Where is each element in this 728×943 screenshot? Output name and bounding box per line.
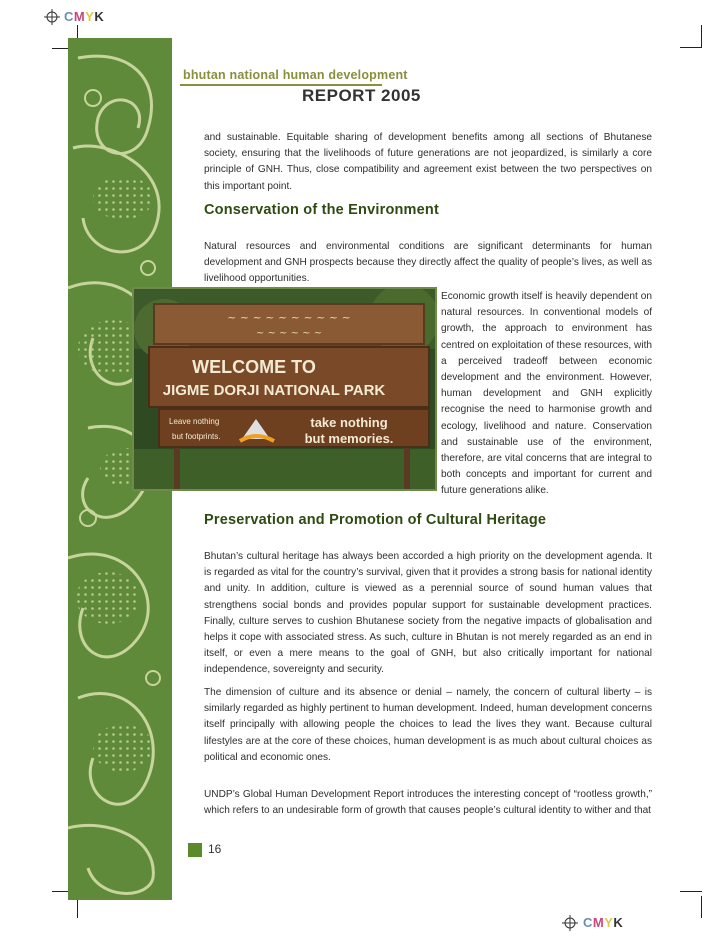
section-heading-culture: Preservation and Promotion of Cultural Heritage <box>204 512 547 528</box>
intro-paragraph: and sustainable. Equitable sharing of development benefits among all sections of Bhutanese society, ensuring that the livelihoods of future generations are not jeopardized, is similarly a core principle of GNH. Thus, close compatibility and agreement exist between the two perspectives on this important point. <box>204 132 652 192</box>
culture-paragraph-2: The dimension of culture and its absence or denial – namely, the concern of cultural liberty – is similarly regarded as highly pertinent to human development. Indeed, human development concerns itself principally with allowing people the choices to lead the lives they want. Because cultural lifestyles are at the core of these choices, human development is as much about cultural choices as political and economic ones. <box>204 687 652 763</box>
crop-mark <box>701 25 702 47</box>
report-series-title: bhutan national human development <box>183 68 408 82</box>
cmyk-mark-bottom: CMYK <box>583 915 624 930</box>
page-number-marker <box>188 843 202 857</box>
section-heading-environment: Conservation of the Environment <box>204 202 439 218</box>
environment-paragraph-1: Natural resources and environmental conditions are significant determinants for human development and GNH prospects because they directly affect the quality of people’s lives, as well as livelihood opportunities. <box>204 241 652 285</box>
environment-paragraph-2: Economic growth itself is heavily dependent on natural resources. In conventional models of growth, the approach to environment has centred on exploitation of these resources, with a perceived tradeoff between economic development and the environment. However, human development and GNH explicitly recognise the need to harmonise growth and ecology, livelihood and nature. Conservation and sustainable use of the environment, therefore, are vital concerns that are integral to both concepts and important for current and future generations alike. <box>441 291 652 497</box>
crop-mark <box>680 891 702 892</box>
svg-text:~ ~ ~ ~ ~ ~: ~ ~ ~ ~ ~ ~ <box>255 328 323 339</box>
culture-paragraph-3: UNDP’s Global Human Development Report introduces the interesting concept of “rootless growth,” which refers to an undesirable form of growth that causes people’s cultural identity to wither and that <box>204 789 652 817</box>
registration-mark-icon <box>562 915 578 931</box>
sign-welcome-text: WELCOME TO <box>192 357 316 377</box>
sign-memories-text: but memories. <box>304 431 394 446</box>
crop-mark <box>680 47 702 48</box>
national-park-sign-photo <box>132 287 437 491</box>
sign-park-text: JIGME DORJI NATIONAL PARK <box>162 382 386 399</box>
registration-mark-icon <box>44 9 60 25</box>
report-title: REPORT 2005 <box>302 86 421 105</box>
sign-take-nothing-text: take nothing <box>310 415 388 430</box>
culture-paragraph-1: Bhutan’s cultural heritage has always been accorded a high priority on the development agenda. It is regarded as vital for the country’s survival, given that it provides a strong basis for national identity and unity. In addition, culture is viewed as a perennial source of sound human values that strengthens social bonds and provides popular support for sustainable development practices. Finally, culture serves to cushion Bhutanese society from the negative impacts of globalisation and helps it cope with associated stress. As such, culture in Bhutan is not merely regarded as an end in itself, or even a mere means to the goal of GNH, but also critically important for national independence, sovereignty and security. <box>204 551 652 676</box>
sign-footprints-text: but footprints. <box>172 432 221 441</box>
cmyk-mark-top: CMYK <box>64 9 105 24</box>
svg-text:~ ~ ~ ~ ~ ~ ~ ~ ~ ~: ~ ~ ~ ~ ~ ~ ~ ~ ~ ~ <box>227 311 351 324</box>
sign-leave-nothing-text: Leave nothing <box>169 417 220 426</box>
page-number: 16 <box>208 842 222 856</box>
crop-mark <box>701 896 702 918</box>
